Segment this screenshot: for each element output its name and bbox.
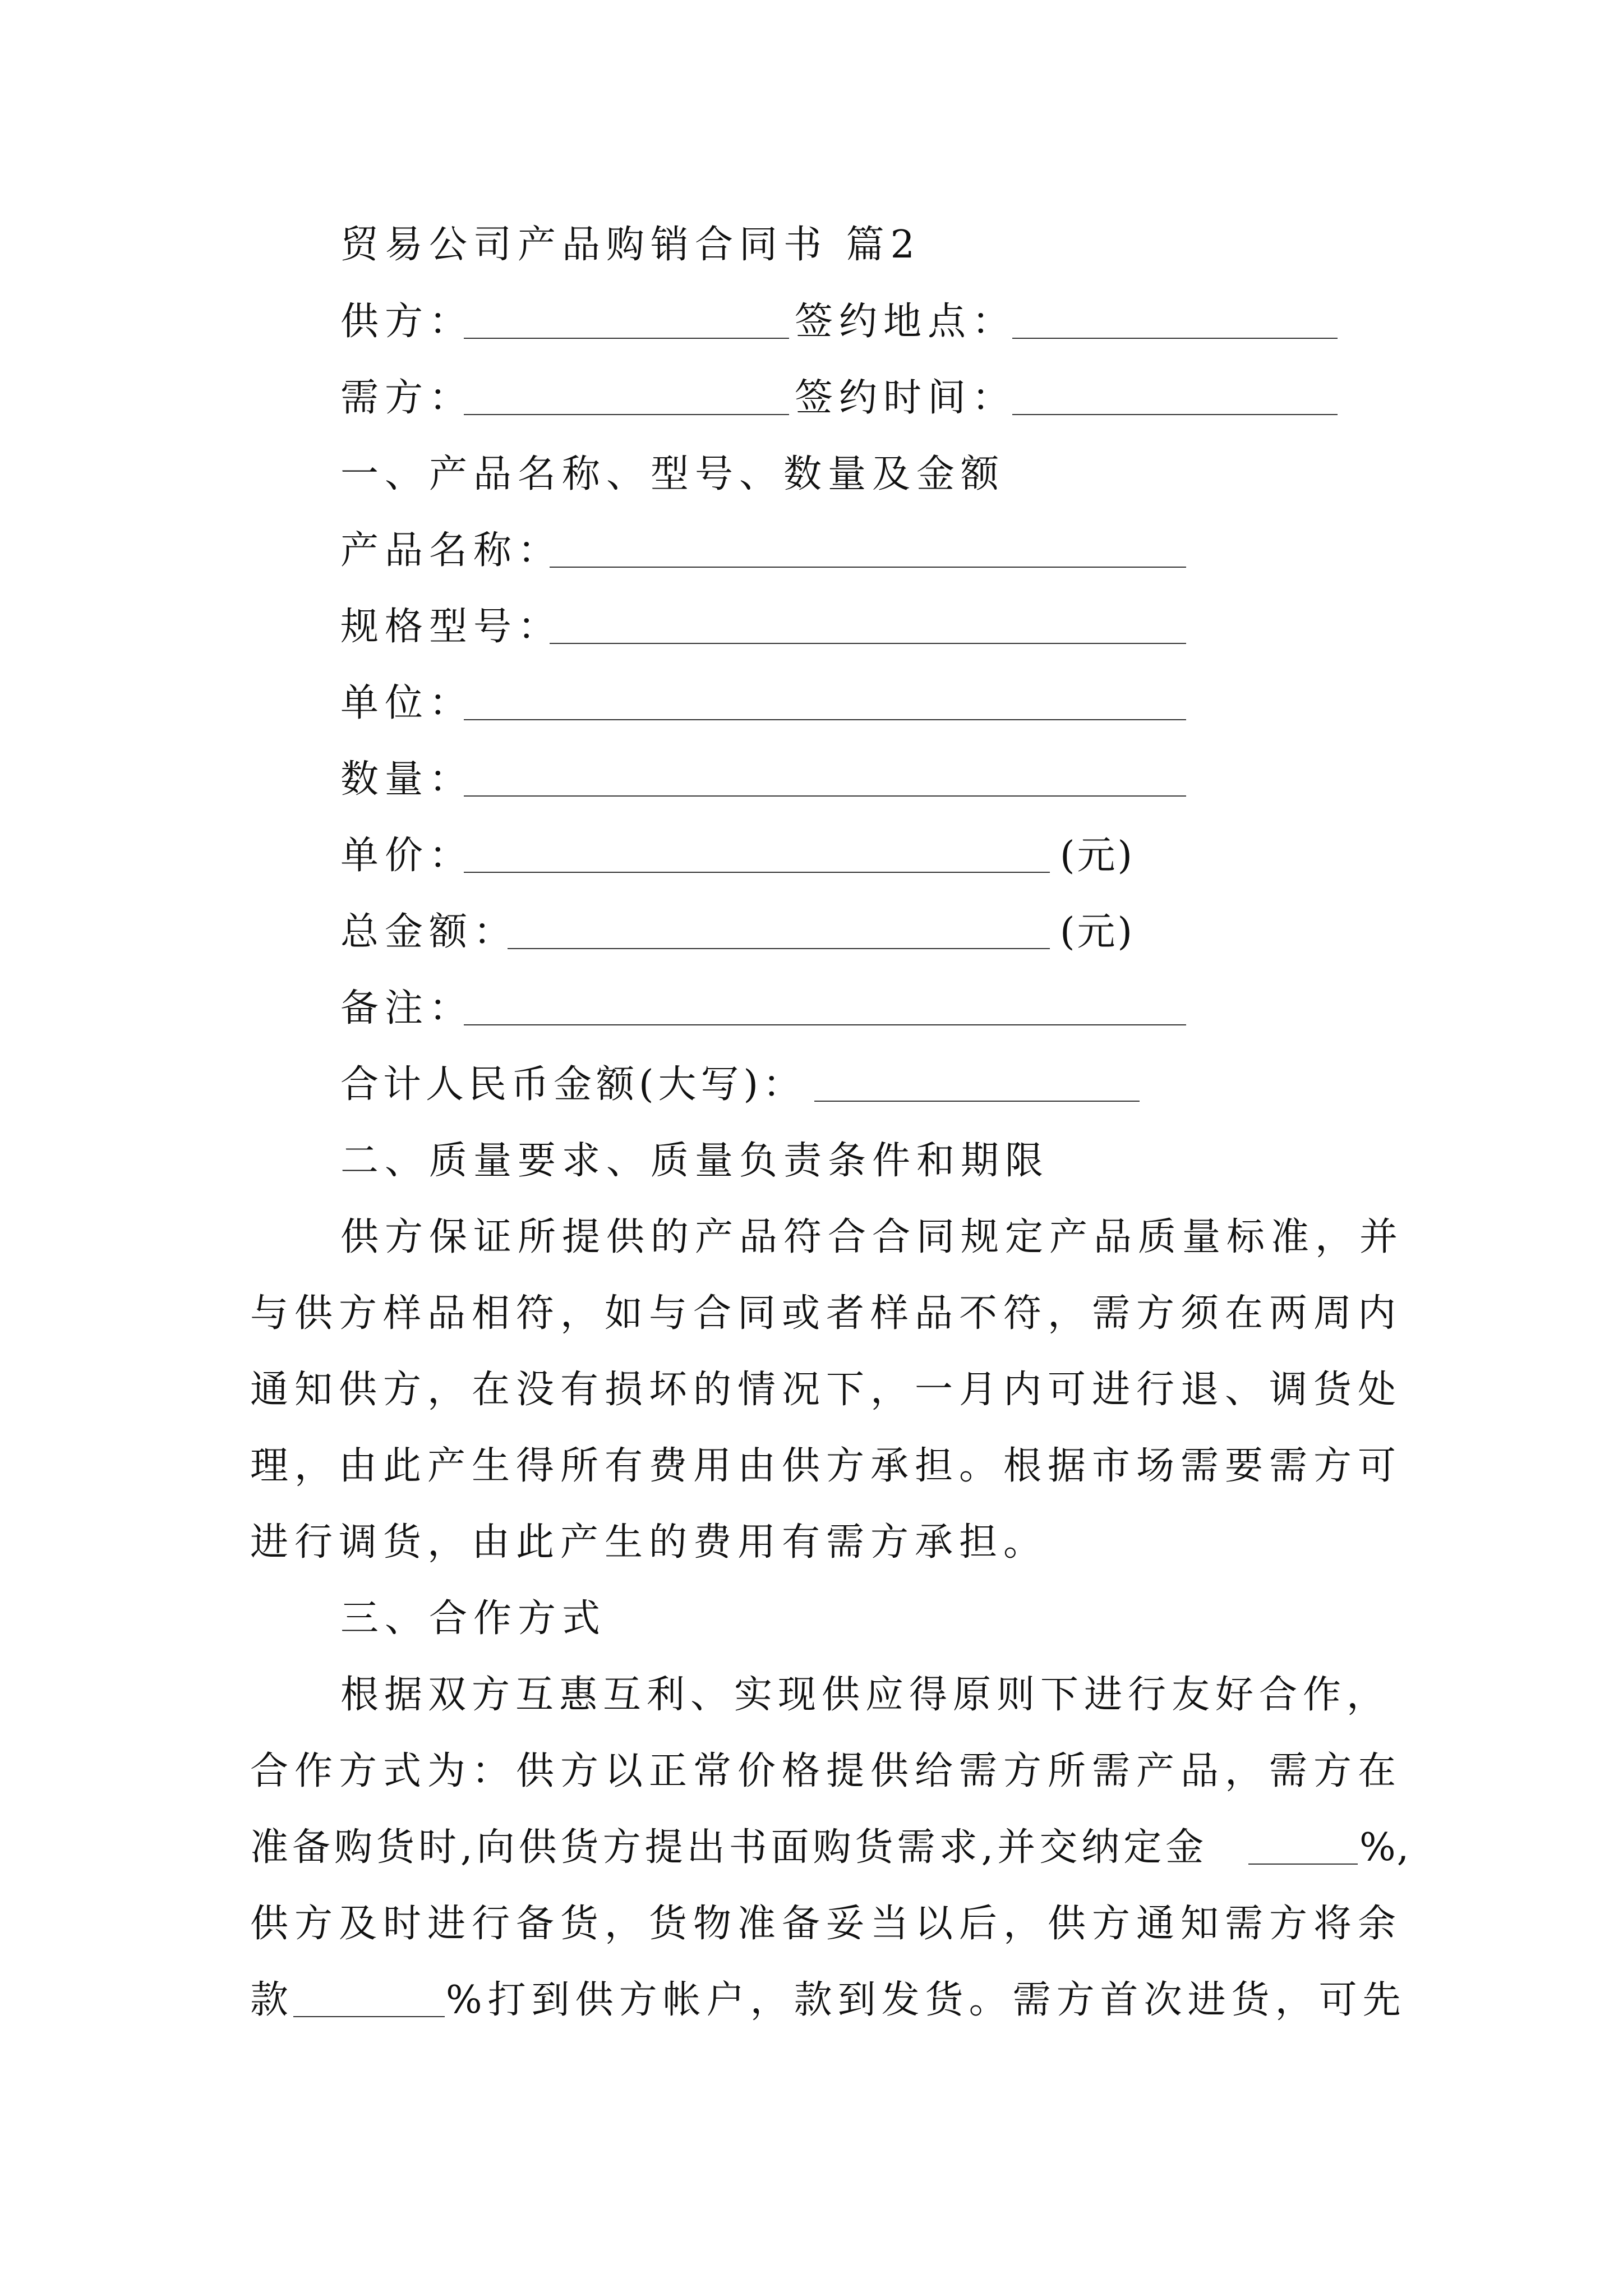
quantity-blank[interactable]	[464, 795, 1186, 797]
sign-time-label: 签约时间：	[795, 376, 1017, 420]
section2-heading: 二、质量要求、质量负责条件和期限	[340, 1139, 1050, 1183]
supplier-blank[interactable]	[464, 338, 789, 339]
sign-place-blank[interactable]	[1012, 338, 1338, 339]
buyer-label: 需方：	[340, 376, 474, 420]
rmb-total-label: 合计人民币金额(大写)：	[340, 1062, 806, 1107]
quantity-label: 数量：	[340, 757, 474, 802]
document-title: 贸易公司产品购销合同书 篇2	[340, 223, 921, 267]
balance-percent-blank[interactable]	[293, 2016, 445, 2017]
buyer-blank[interactable]	[464, 414, 789, 415]
section2-line: 理，由此产生得所有费用由供方承担。根据市场需要需方可	[250, 1444, 1403, 1488]
unit-blank[interactable]	[464, 719, 1186, 720]
section2-line: 与供方样品相符，如与合同或者样品不符，需方须在两周内	[250, 1291, 1403, 1336]
section2-line: 进行调货，由此产生的费用有需方承担。	[250, 1520, 1048, 1565]
section3-line: 根据双方互惠互利、实现供应得原则下进行友好合作，	[340, 1673, 1391, 1717]
section3-line: 准备购货时,向供货方提出书面购货需求,并交纳定金	[250, 1825, 1208, 1870]
remark-label: 备注：	[340, 986, 474, 1030]
deposit-percent-blank[interactable]	[1248, 1864, 1358, 1865]
total-blank[interactable]	[508, 948, 1050, 949]
model-label: 规格型号：	[340, 605, 562, 649]
sign-place-label: 签约地点：	[795, 300, 1017, 344]
sign-time-blank[interactable]	[1012, 414, 1338, 415]
unit-price-label: 单价：	[340, 834, 474, 878]
product-name-label: 产品名称：	[340, 528, 562, 573]
section1-heading: 一、产品名称、型号、数量及金额	[340, 452, 1006, 496]
model-blank[interactable]	[550, 643, 1186, 644]
section3-line-prefix: 款	[250, 1978, 295, 2022]
unit-price-suffix: (元)	[1060, 834, 1135, 878]
unit-label: 单位：	[340, 681, 474, 725]
product-name-blank[interactable]	[550, 567, 1186, 568]
section3-heading: 三、合作方式	[340, 1596, 607, 1641]
section3-line: 供方及时进行备货，货物准备妥当以后，供方通知需方将余	[250, 1902, 1403, 1946]
supplier-label: 供方：	[340, 300, 474, 344]
total-suffix: (元)	[1060, 910, 1135, 954]
section3-line: 合作方式为：供方以正常价格提供给需方所需产品，需方在	[250, 1749, 1403, 1793]
unit-price-blank[interactable]	[464, 872, 1050, 873]
section3-line: %打到供方帐户，款到发货。需方首次进货，可先	[446, 1978, 1407, 2022]
section2-line: 供方保证所提供的产品符合合同规定产品质量标准，并	[340, 1215, 1404, 1259]
rmb-total-blank[interactable]	[814, 1101, 1140, 1102]
remark-blank[interactable]	[464, 1024, 1186, 1025]
deposit-percent-suffix: %,	[1359, 1825, 1410, 1870]
section2-line: 通知供方，在没有损坏的情况下，一月内可进行退、调货处	[250, 1368, 1403, 1412]
total-label: 总金额：	[340, 910, 518, 954]
